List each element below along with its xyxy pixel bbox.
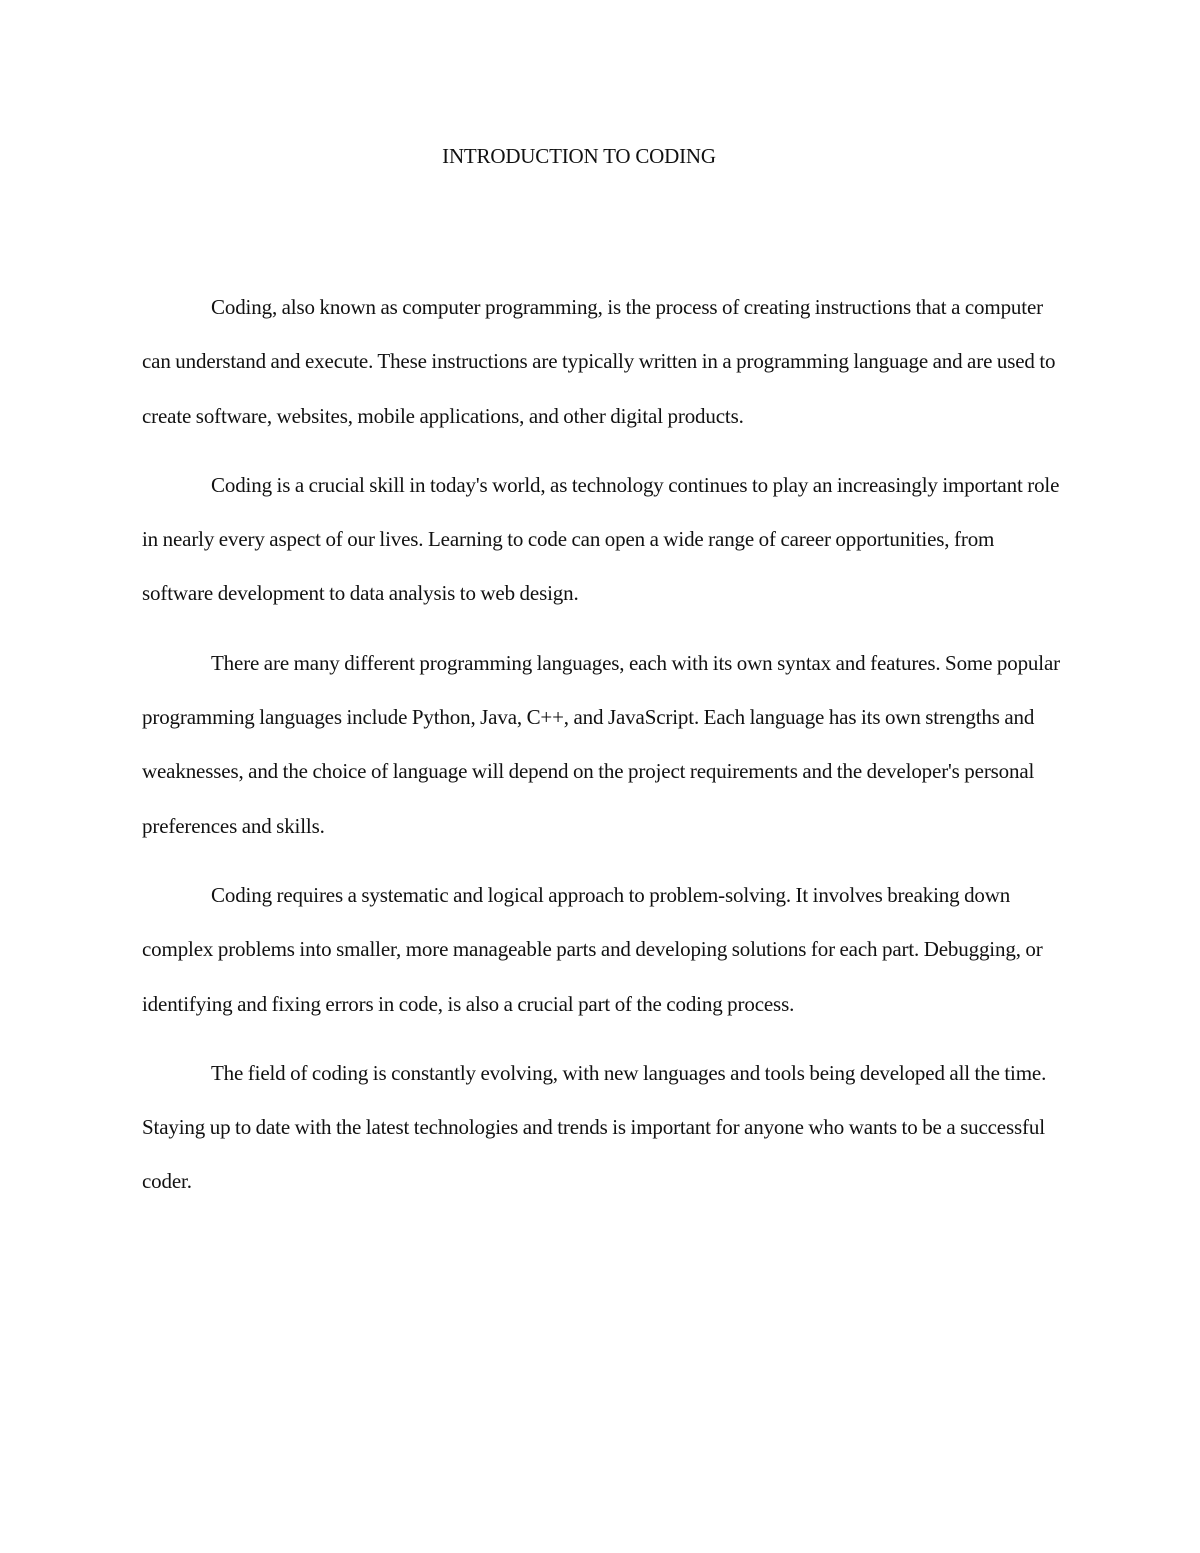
document-body bbox=[142, 280, 1062, 1224]
paragraph-2: Coding is a crucial skill in today's world, as technology continues to play an increasingly important role in nearly every aspect of our lives. Learning to code can open a wide range of career opportunities, from software development to data analysis to web design. bbox=[142, 472, 1060, 606]
document-title: INTRODUCTION TO CODING bbox=[442, 144, 716, 168]
paragraph-5: The field of coding is constantly evolving, with new languages and tools being developed all the time. Staying up to date with the latest technologies and trends is important for anyone who wants to be a successful coder. bbox=[142, 1060, 1047, 1194]
paragraph-3: There are many different programming languages, each with its own syntax and features. Some popular programming languages include Python, Java, C++, and JavaScript. Each language has its own strengths and weaknesses, and the choice of language will depend on the project requirements and the developer's personal preferences and skills. bbox=[142, 650, 1060, 838]
paragraph-4: Coding requires a systematic and logical approach to problem-solving. It involves breaking down complex problems into smaller, more manageable parts and developing solutions for each part. Debugging, or identifying and fixing errors in code, is also a crucial part of the coding process. bbox=[142, 882, 1043, 1016]
paragraph-1: Coding, also known as computer programming, is the process of creating instructions that a computer can understand and execute. These instructions are typically written in a programming language and are used to create software, websites, mobile applications, and other digital products. bbox=[142, 295, 1056, 428]
